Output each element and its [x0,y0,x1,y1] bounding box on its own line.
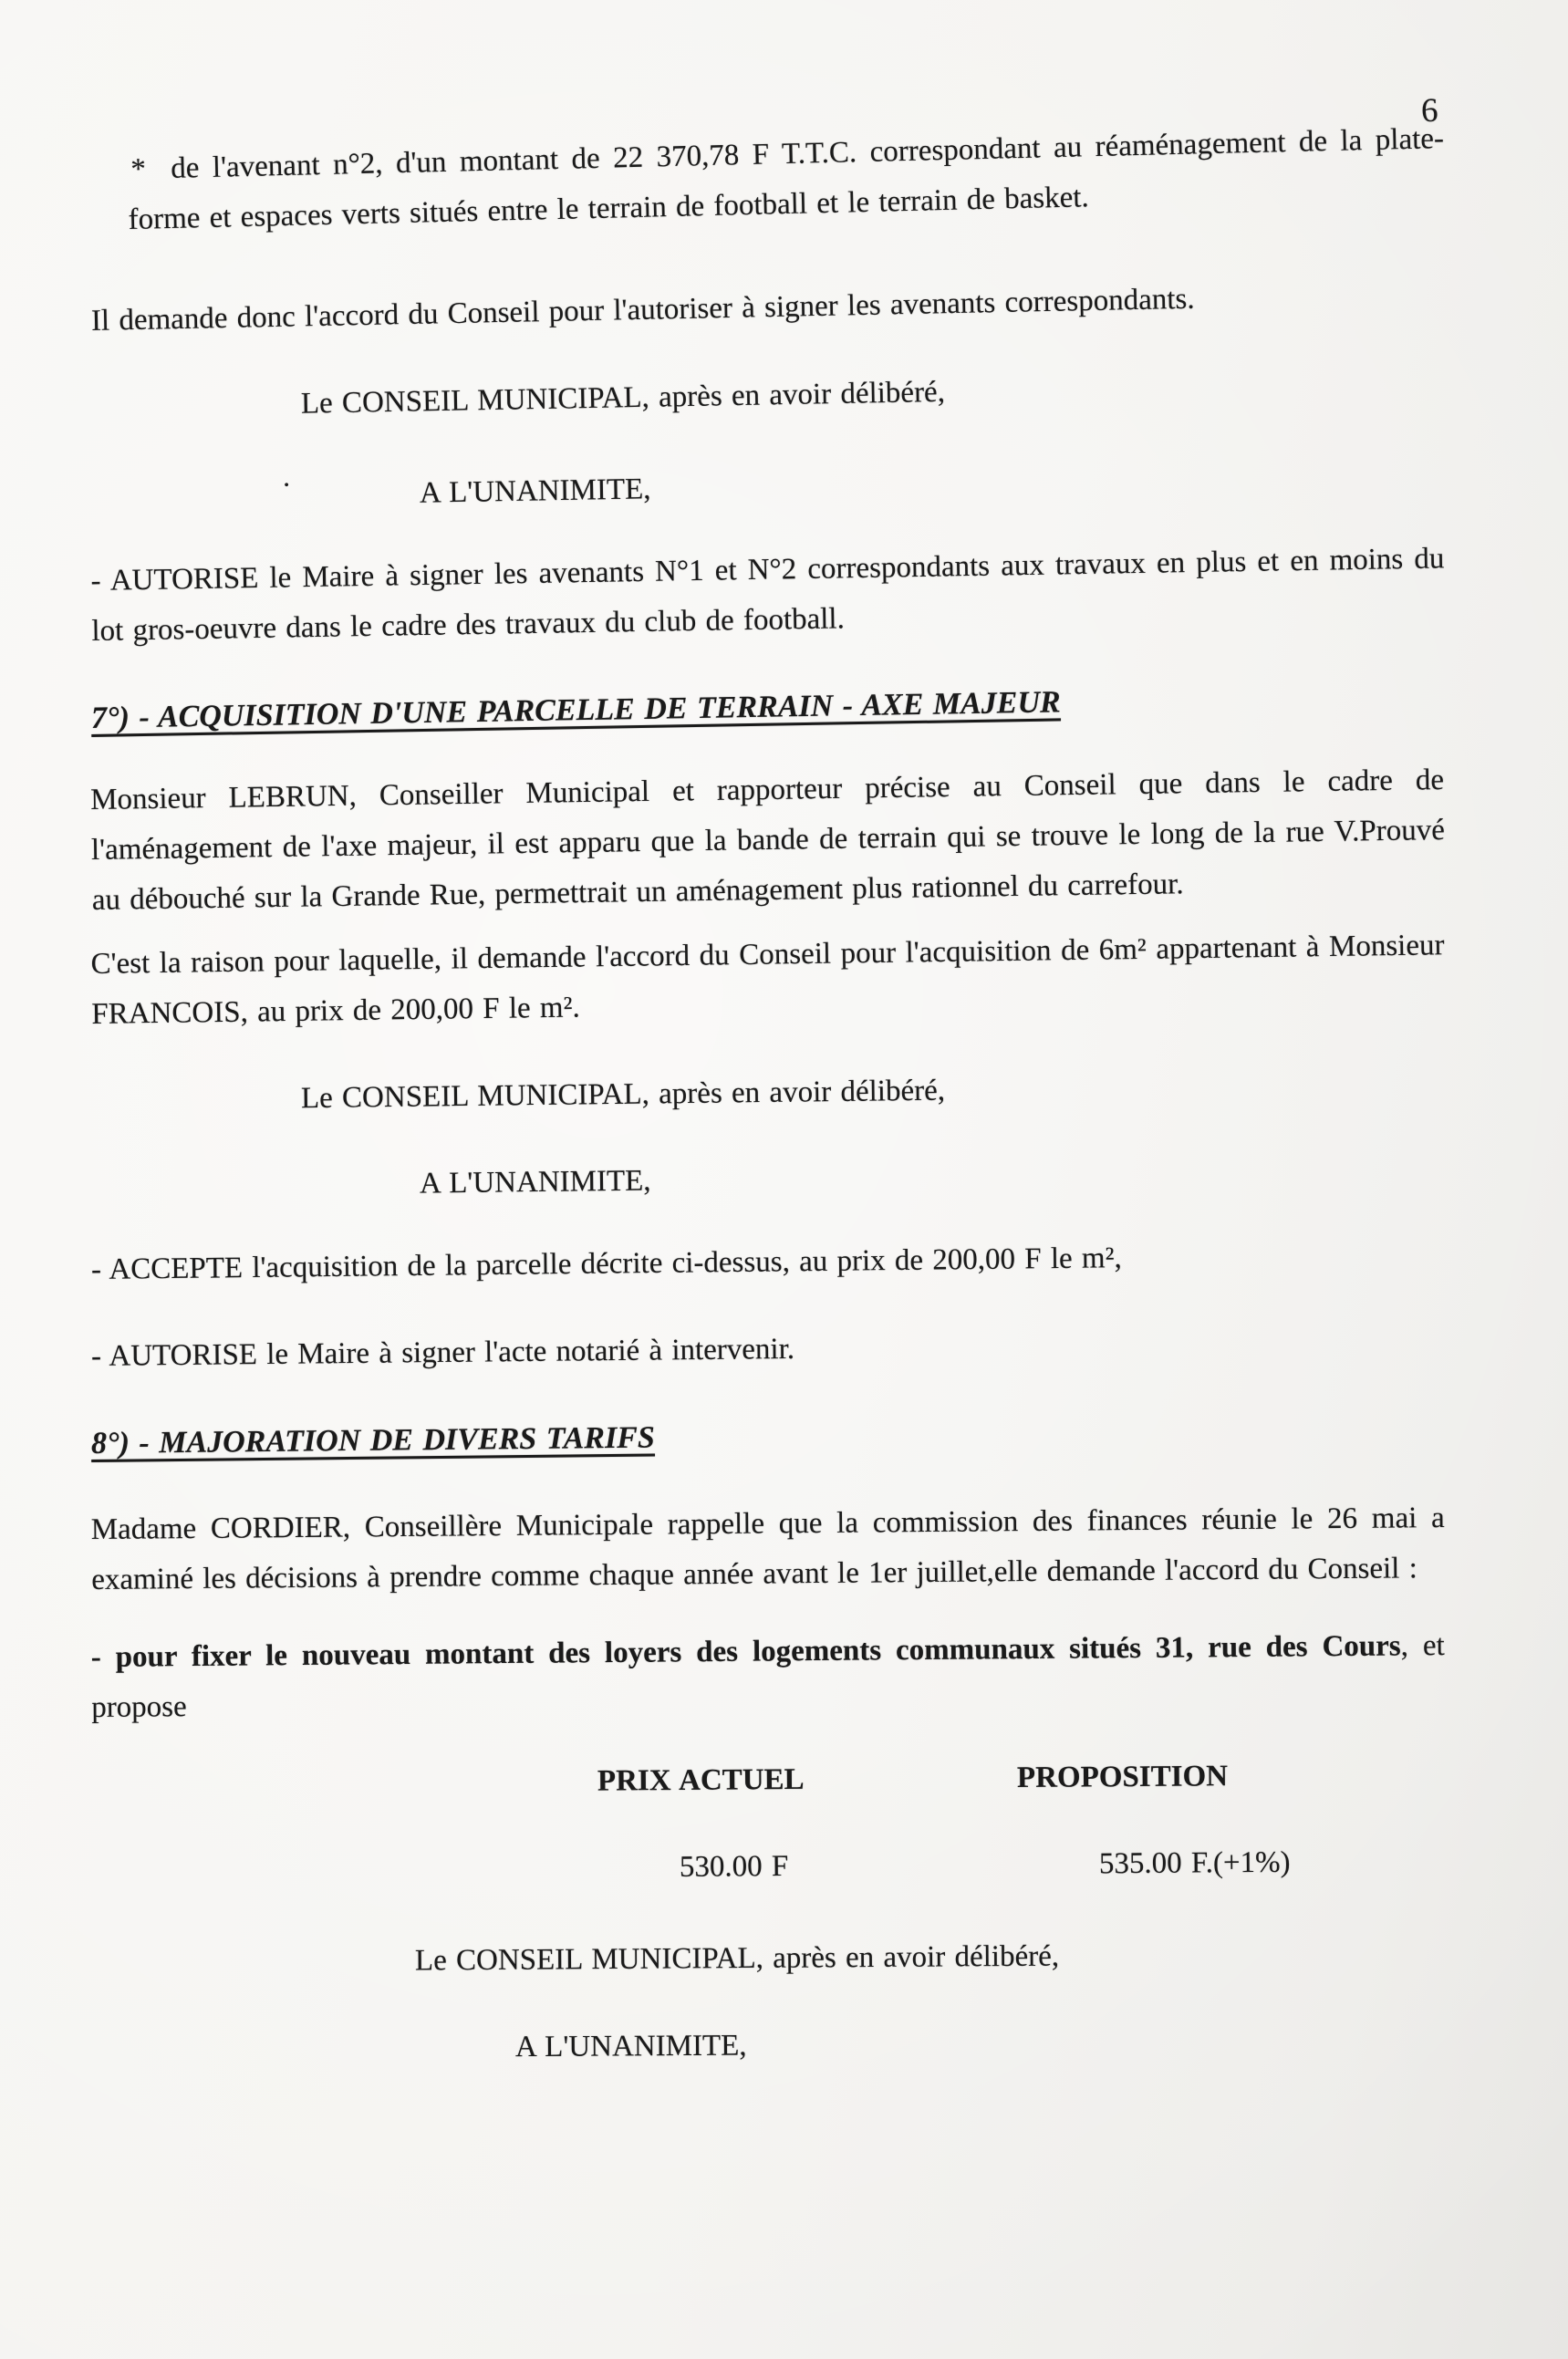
section-8-heading: 8°) - MAJORATION DE DIVERS TARIFS [90,1420,655,1460]
deliberation-line-3: Le CONSEIL MUNICIPAL, après en avoir délibéré, [414,1939,1060,1978]
proposal-bold-text: - pour fixer le nouveau montant des loyers des logements communaux situés 31, rue des Cours [90,1629,1401,1675]
bullet-text: de l'avenant n°2, d'un montant de 22 370,78 F T.T.C. correspondant au réaménagement de la plate-forme et espaces verts situés entre le terrain de football et le terrain de basket. [128,122,1445,237]
resolution-autorise-avenants: - AUTORISE le Maire à signer les avenants N°1 et N°2 correspondants aux travaux en plus et en moins du lot gros-oeuvre dans le cadre des travaux du club de football. [90,542,1445,648]
deliberation-line-2: Le CONSEIL MUNICIPAL, après en avoir délibéré, [300,1074,946,1116]
proposition-header: PROPOSITION [1016,1760,1229,1795]
section-8-intro: Madame CORDIER, Conseillère Municipale rappelle que la commission des finances réunie le 26 mai a examiné les décisions à prendre comme chaque année avant le 1er juillet,elle demande l'accord du Conseil : [90,1502,1445,1596]
stray-ink-mark: . [283,461,291,494]
deliberation-line-1: Le CONSEIL MUNICIPAL, après en avoir délibéré, [300,375,946,421]
section-7-intro: Monsieur LEBRUN, Conseiller Municipal et rapporteur précise au Conseil que dans le cadre de l'aménagement de l'axe majeur, il est apparu que la bande de terrain qui se trouve le long de la rue V.Prouvé au débouché sur la Grande Rue, permettrait un aménagement plus rationnel du carrefour. [89,763,1446,917]
current-price-value: 530.00 F [679,1849,789,1884]
asterisk-bullet: * [130,152,147,186]
proposal-loyers [91,1621,1446,1733]
document-content [91,0,1445,2075]
unanimity-line-3: A L'UNANIMITE, [514,2029,747,2064]
unanimity-line-1: A L'UNANIMITE, [419,473,651,510]
unanimity-line-2: A L'UNANIMITE, [419,1164,651,1200]
proposal-regular-text: , et propose [91,1629,1445,1724]
section-7-request: C'est la raison pour laquelle, il demande l'accord du Conseil pour l'acquisition de 6m² appartenant à Monsieur FRANCOIS, au prix de 200,00 F le m². [90,929,1445,1031]
rent-table-value-row [91,1836,1445,1897]
page-number: 6 [1420,91,1438,130]
resolution-autorise-acte: - AUTORISE le Maire à signer l'acte notarié à intervenir. [90,1332,795,1373]
current-price-header: PRIX ACTUEL [597,1762,805,1798]
section-7-heading: 7°) - ACQUISITION D'UNE PARCELLE DE TERRAIN - AXE MAJEUR [90,685,1061,735]
rent-table-header-row [91,1750,1445,1811]
resolution-accepte-parcelle: - ACCEPTE l'acquisition de la parcelle décrite ci-dessus, au prix de 200,00 F le m², [90,1242,1122,1286]
paragraph-request-avenants: Il demande donc l'accord du Conseil pour l'autoriser à signer les avenants correspondants. [90,282,1195,338]
proposition-value: 535.00 F.(+1%) [1098,1845,1291,1881]
